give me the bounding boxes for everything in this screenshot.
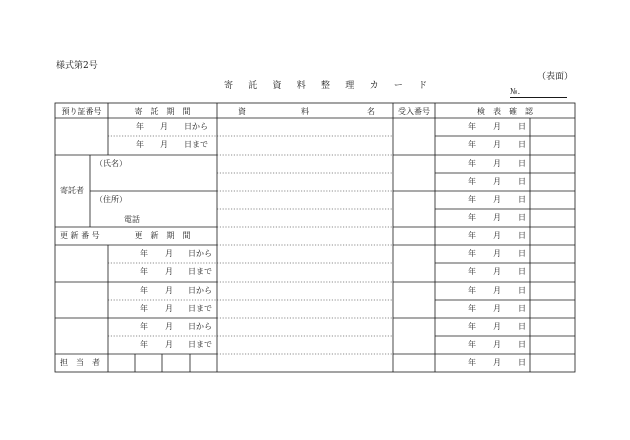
renewal-1-to-year: 年 (140, 267, 148, 276)
inspection-day-1: 日 (518, 122, 526, 131)
period-to-suffix: 日まで (184, 140, 208, 149)
inspection-month-8: 月 (493, 249, 501, 258)
form-number: 様式第2号 (56, 61, 98, 71)
period-from-year: 年 (136, 122, 144, 131)
period-from-suffix: 日から (184, 122, 208, 131)
inspection-month-11: 月 (493, 304, 501, 313)
inspection-year-13: 年 (468, 340, 476, 349)
renewal-3-from-suffix: 日から (188, 322, 212, 331)
inspection-month-10: 月 (493, 286, 501, 295)
header-material-name-mid: 料 (301, 107, 309, 116)
inspection-day-12: 日 (518, 322, 526, 331)
renewal-2-from-month: 月 (165, 286, 173, 295)
renewal-1-from-suffix: 日から (188, 249, 212, 258)
inspection-year-7: 年 (468, 231, 476, 240)
inspection-day-3: 日 (518, 159, 526, 168)
period-from-month: 月 (160, 122, 168, 131)
inspection-year-11: 年 (468, 304, 476, 313)
depositor-name-label: （氏名） (95, 159, 127, 168)
inspection-month-1: 月 (493, 122, 501, 131)
renewal-1-from-year: 年 (140, 249, 148, 258)
depositor-phone-label: 電話 (124, 215, 140, 224)
renewal-number-label: 更 新 番 号 (60, 231, 100, 240)
header-material-name-right: 名 (367, 107, 375, 116)
inspection-month-3: 月 (493, 159, 501, 168)
header-material-name-left: 資 (238, 107, 246, 116)
header-deposit-period: 寄 託 期 間 (134, 107, 191, 116)
inspection-month-6: 月 (493, 213, 501, 222)
renewal-3-to-month: 月 (165, 340, 173, 349)
renewal-2-from-suffix: 日から (188, 286, 212, 295)
inspection-month-5: 月 (493, 195, 501, 204)
inspection-day-5: 日 (518, 195, 526, 204)
card-number-label: №. (510, 87, 521, 96)
inspection-day-6: 日 (518, 213, 526, 222)
renewal-2-to-year: 年 (140, 304, 148, 313)
header-acceptance-number: 受入番号 (398, 107, 430, 116)
inspection-day-13: 日 (518, 340, 526, 349)
renewal-1-from-month: 月 (165, 249, 173, 258)
inspection-year-5: 年 (468, 195, 476, 204)
depositor-label: 寄託者 (60, 186, 84, 195)
period-to-month: 月 (160, 140, 168, 149)
inspection-month-7: 月 (493, 231, 501, 240)
renewal-2-to-month: 月 (165, 304, 173, 313)
page-title: 寄 託 資 料 整 理 カ ー ド (224, 81, 434, 91)
inspection-year-12: 年 (468, 322, 476, 331)
inspection-day-8: 日 (518, 249, 526, 258)
inspection-year-14: 年 (468, 358, 476, 367)
renewal-3-from-year: 年 (140, 322, 148, 331)
staff-label: 担 当 者 (60, 358, 100, 367)
renewal-3-to-year: 年 (140, 340, 148, 349)
inspection-month-13: 月 (493, 340, 501, 349)
inspection-year-4: 年 (468, 177, 476, 186)
period-to-year: 年 (136, 140, 144, 149)
inspection-day-2: 日 (518, 140, 526, 149)
inspection-day-4: 日 (518, 177, 526, 186)
inspection-year-2: 年 (468, 140, 476, 149)
inspection-day-10: 日 (518, 286, 526, 295)
inspection-year-8: 年 (468, 249, 476, 258)
inspection-day-11: 日 (518, 304, 526, 313)
renewal-1-to-suffix: 日まで (188, 267, 212, 276)
inspection-day-9: 日 (518, 267, 526, 276)
renewal-3-from-month: 月 (165, 322, 173, 331)
inspection-month-2: 月 (493, 140, 501, 149)
header-inspection: 検 表 確 認 (477, 107, 533, 116)
header-receipt-number: 預り証番号 (61, 107, 102, 116)
inspection-year-10: 年 (468, 286, 476, 295)
inspection-month-4: 月 (493, 177, 501, 186)
inspection-year-9: 年 (468, 267, 476, 276)
inspection-day-7: 日 (518, 231, 526, 240)
inspection-day-14: 日 (518, 358, 526, 367)
renewal-period-label: 更 新 期 間 (134, 231, 191, 240)
renewal-1-to-month: 月 (165, 267, 173, 276)
side-label: （表面） (537, 72, 574, 82)
inspection-month-14: 月 (493, 358, 501, 367)
inspection-year-1: 年 (468, 122, 476, 131)
inspection-month-9: 月 (493, 267, 501, 276)
inspection-year-6: 年 (468, 213, 476, 222)
renewal-2-from-year: 年 (140, 286, 148, 295)
inspection-year-3: 年 (468, 159, 476, 168)
inspection-month-12: 月 (493, 322, 501, 331)
depositor-address-label: （住所） (95, 195, 127, 204)
renewal-2-to-suffix: 日まで (188, 304, 212, 313)
renewal-3-to-suffix: 日まで (188, 340, 212, 349)
